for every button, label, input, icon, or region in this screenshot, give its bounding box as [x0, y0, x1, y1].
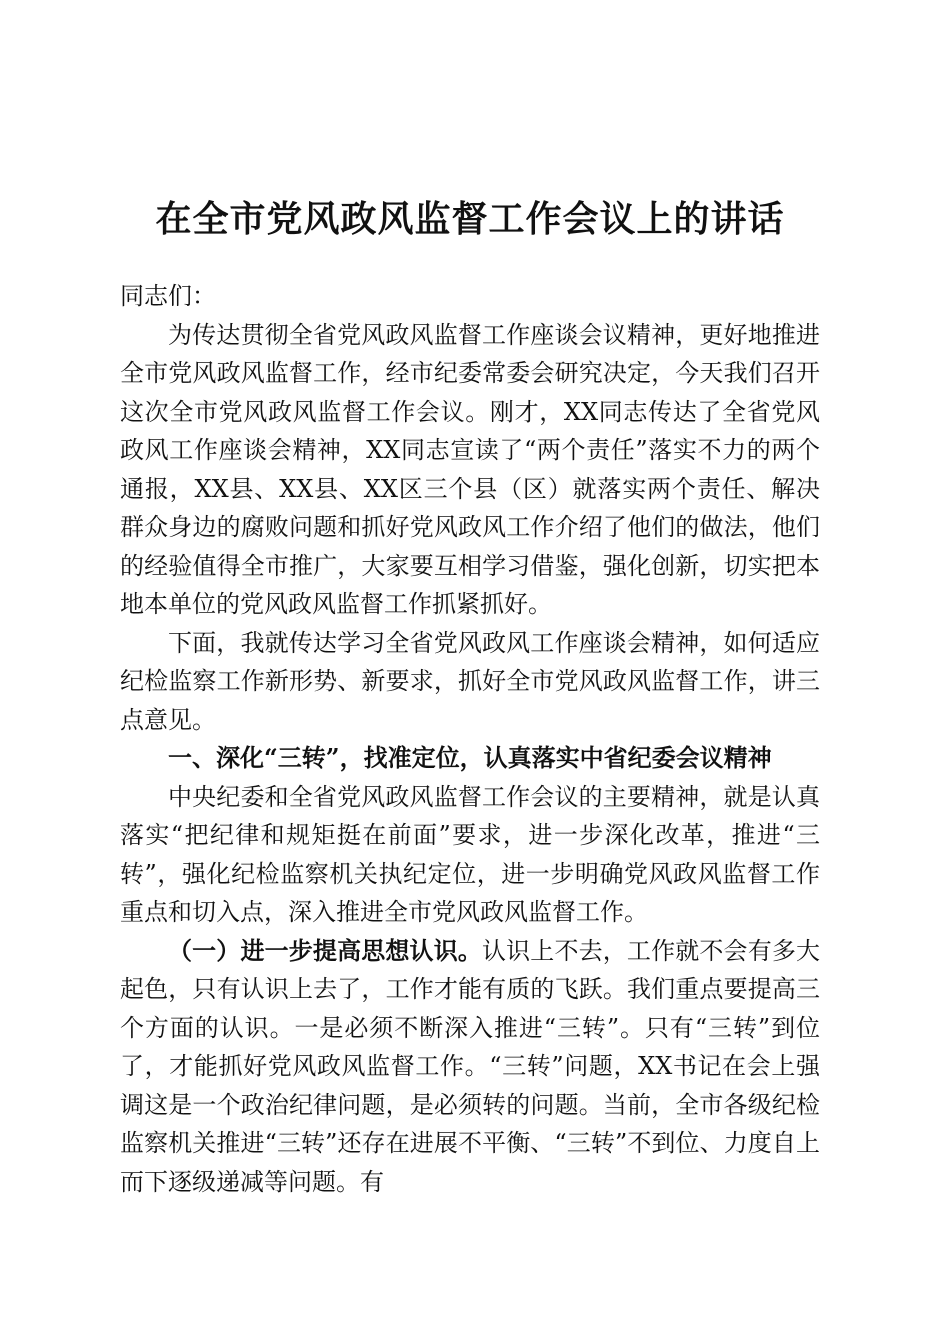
- subsection-1-lead: （一）进一步提高思想认识。: [168, 935, 482, 965]
- paragraph-outline: 下面，我就传达学习全省党风政风工作座谈会精神，如何适应纪检监察工作新形势、新要求，抓好全市党风政风监督工作，讲三点意见。: [120, 628, 820, 734]
- document-body: [120, 277, 820, 1201]
- document-title: 在全市党风政风监督工作会议上的讲话: [155, 198, 785, 240]
- paragraph-intro: 为传达贯彻全省党风政风监督工作座谈会议精神，更好地推进全市党风政风监督工作，经市纪委常委会研究决定，今天我们召开这次全市党风政风监督工作会议。刚才，XX同志传达了全省党风政风工作座谈会精神，XX同志宣读了“两个责任”落实不力的两个通报，XX县、XX县、XX区三个县（区）就落实两个责任、解决群众身边的腐败问题和抓好党风政风工作介绍了他们的做法，他们的经验值得全市推广，大家要互相学习借鉴，强化创新，切实把本地本单位的党风政风监督工作抓紧抓好。: [120, 320, 820, 618]
- section-heading-1: 一、深化“三转”，找准定位，认真落实中省纪委会议精神: [168, 743, 772, 772]
- paragraph-section-1: 中央纪委和全省党风政风监督工作会议的主要精神，就是认真落实“把纪律和规矩挺在前面”要求，进一步深化改革，推进“三转”，强化纪检监察机关执纪定位，进一步明确党风政风监督工作重点和切入点，深入推进全市党风政风监督工作。: [120, 782, 820, 926]
- subsection-1-text: 认识上不去，工作就不会有多大起色，只有认识上去了，工作才能有质的飞跃。我们重点要提高三个方面的认识。一是必须不断深入推进“三转”。只有“三转”到位了，才能抓好党风政风监督工作。“三转”问题，XX书记在会上强调这是一个政治纪律问题，是必须转的问题。当前，全市各级纪检监察机关推进“三转”还存在进展不平衡、“三转”不到位、力度自上而下逐级递减等问题。有: [120, 936, 820, 1196]
- salutation: 同志们：: [120, 282, 216, 310]
- paragraph-subsection-1: [120, 932, 820, 1202]
